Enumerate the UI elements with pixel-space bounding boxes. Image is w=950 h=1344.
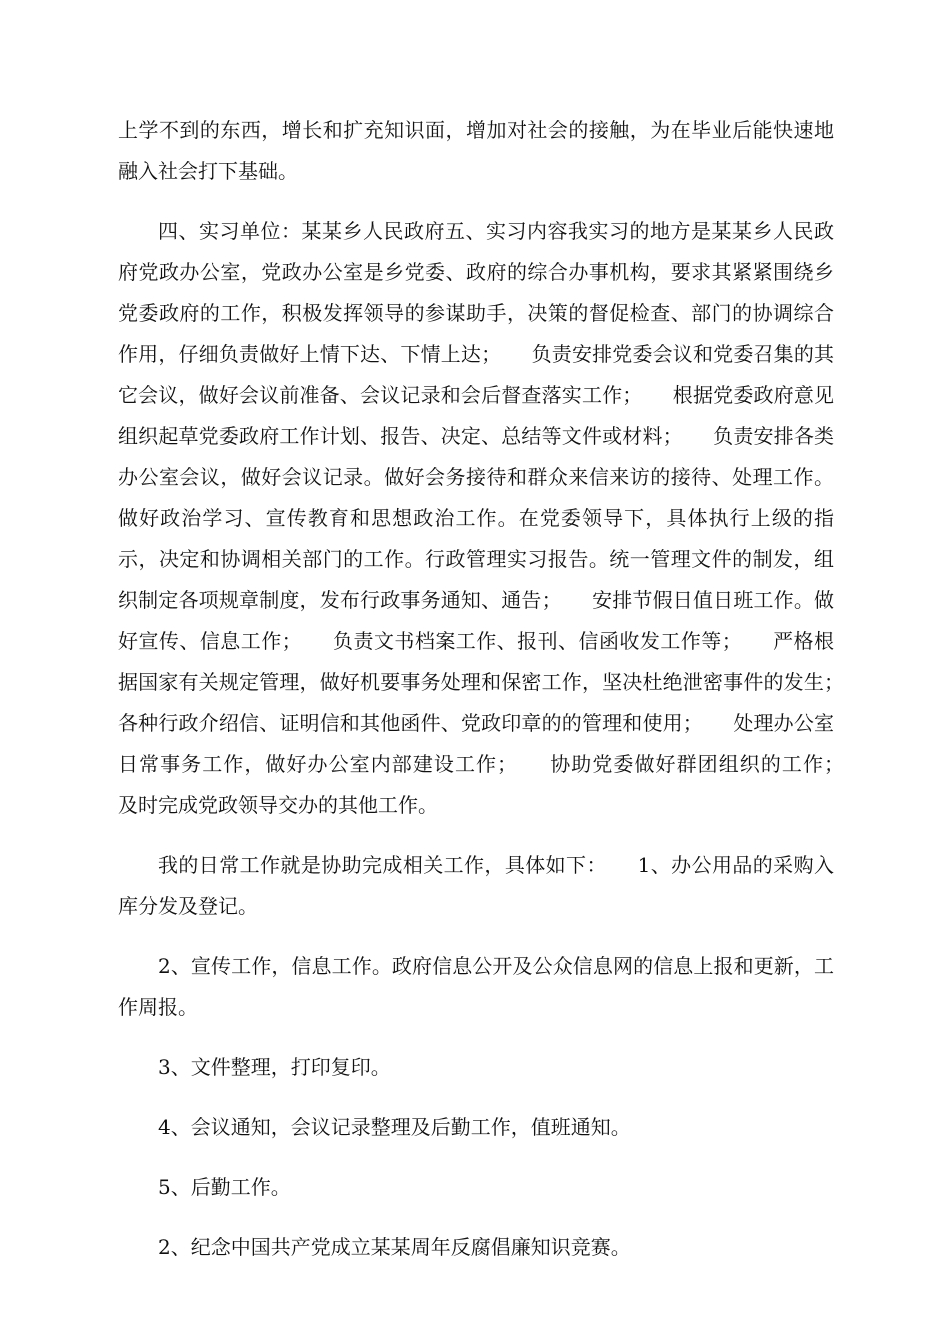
document-page xyxy=(118,110,874,1287)
paragraph-daily-work-item-5: 5、后勤工作。 xyxy=(158,1175,291,1199)
paragraph-knowledge-contest: 2、纪念中国共产党成立某某周年反腐倡廉知识竞赛。 xyxy=(158,1235,631,1259)
paragraph-intro-continuation: 上学不到的东西，增长和扩充知识面，增加对社会的接触，为在毕业后能快速地融入社会打下基础。 xyxy=(118,118,834,183)
paragraph-daily-work-item-3: 3、文件整理，打印复印。 xyxy=(158,1055,391,1079)
paragraph-internship-unit-and-duties: 四、实习单位：某某乡人民政府五、实习内容我实习的地方是某某乡人民政府党政办公室，党政办公室是乡党委、政府的综合办事机构，要求其紧紧围绕乡党委政府的工作，积极发挥领导的参谋助手，决策的督促检查、部门的协调综合作用，仔细负责做好上情下达、下情上达； 负责安排党委会议和党委召集的其它会议，做好会议前准备、会议记录和会后督查落实工作； 根据党委政府意见组织起草党委政府工作计划、报告、决定、总结等文件或材料； 负责安排各类办公室会议，做好会议记录。做好会务接待和群众来信来访的接待、处理工作。做好政治学习、宣传教育和思想政治工作。在党委领导下，具体执行上级的指示，决定和协调相关部门的工作。行政管理实习报告。统一管理文件的制发，组织制定各项规章制度，发布行政事务通知、通告； 安排节假日值日班工作。做好宣传、信息工作； 负责文书档案工作、报刊、信函收发工作等； 严格根据国家有关规定管理，做好机要事务处理和保密工作，坚决杜绝泄密事件的发生； 各种行政介绍信、证明信和其他函件、党政印章的的管理和使用； 处理办公室日常事务工作，做好办公室内部建设工作； 协助党委做好群团组织的工作； 及时完成党政领导交办的其他工作。 xyxy=(118,219,874,817)
paragraph-daily-work-item-4: 4、会议通知，会议记录整理及后勤工作，值班通知。 xyxy=(158,1115,631,1139)
paragraph-daily-work-item-2: 2、宣传工作，信息工作。政府信息公开及公众信息网的信息上报和更新，工作周报。 xyxy=(118,954,834,1019)
paragraph-daily-work-item-1: 我的日常工作就是协助完成相关工作，具体如下： 1、办公用品的采购入库分发及登记。 xyxy=(118,853,834,918)
